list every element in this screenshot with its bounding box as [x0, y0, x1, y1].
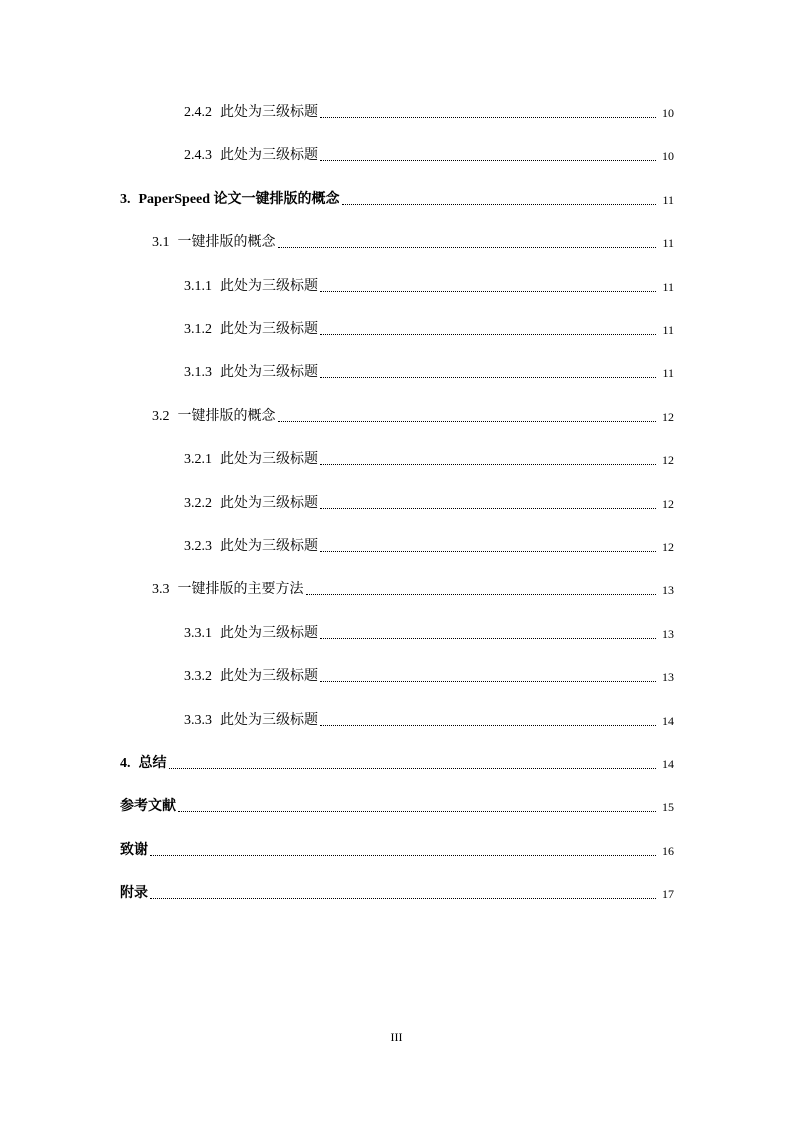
toc-entry[interactable] — [152, 233, 674, 253]
toc-entry-number: 3.3.3 — [184, 713, 212, 728]
toc-dot-leader — [150, 898, 656, 899]
toc-entry-page: 14 — [662, 757, 674, 771]
toc-dot-leader — [278, 421, 657, 422]
toc-dot-leader — [320, 638, 656, 639]
toc-entry[interactable] — [152, 407, 674, 427]
toc-entry-title — [184, 363, 318, 383]
toc-entry-number: 3.1 — [152, 235, 170, 250]
toc-entry-title — [184, 320, 318, 340]
toc-entry[interactable] — [184, 537, 674, 557]
toc-dot-leader — [306, 594, 657, 595]
toc-entry-text: 一键排版的概念 — [177, 235, 276, 250]
toc-entry-title — [120, 841, 148, 861]
toc-entry-text: 此处为三级标题 — [220, 713, 318, 728]
toc-entry-text: 一键排版的概念 — [177, 409, 276, 424]
toc-entry-page: 13 — [662, 627, 674, 641]
toc-entry-page: 11 — [662, 236, 674, 250]
toc-dot-leader — [320, 334, 656, 335]
toc-entry-number: 3. — [120, 192, 131, 207]
toc-entry-text: 此处为三级标题 — [220, 539, 318, 554]
toc-entry-number: 3.2 — [152, 409, 170, 424]
toc-entry-page: 11 — [662, 323, 674, 337]
toc-entry-title — [120, 884, 148, 904]
toc-dot-leader — [320, 464, 656, 465]
toc-entry[interactable] — [184, 667, 674, 687]
toc-entry-title — [152, 580, 304, 600]
toc-dot-leader — [178, 811, 656, 812]
toc-entry-number: 4. — [120, 756, 131, 771]
toc-entry-number: 3.3.1 — [184, 626, 212, 641]
toc-entry-text: 此处为三级标题 — [220, 452, 318, 467]
toc-entry-title — [152, 233, 276, 253]
toc-entry-page: 17 — [662, 887, 674, 901]
toc-entry-text: 总结 — [138, 756, 167, 771]
toc-entry-text: 此处为三级标题 — [220, 626, 318, 641]
toc-entry-page: 11 — [662, 193, 674, 207]
toc-entry-text: 此处为三级标题 — [220, 322, 318, 337]
toc-dot-leader — [320, 117, 656, 118]
toc-entry-page: 13 — [662, 670, 674, 684]
toc-entry-title — [184, 711, 318, 731]
toc-entry[interactable] — [120, 841, 674, 861]
toc-entry-text: 附录 — [120, 886, 148, 901]
toc-entry-number: 2.4.2 — [184, 105, 212, 120]
toc-dot-leader — [278, 247, 657, 248]
toc-entry-page: 10 — [662, 106, 674, 120]
toc-entry-title — [184, 667, 318, 687]
toc-dot-leader — [320, 551, 656, 552]
toc-entry-title — [184, 103, 318, 123]
toc-entry-text: 一键排版的主要方法 — [177, 582, 304, 597]
toc-entry-page: 10 — [662, 149, 674, 163]
toc-entry-page: 12 — [662, 453, 674, 467]
toc-entry[interactable] — [152, 580, 674, 600]
toc-entry-text: 此处为三级标题 — [220, 279, 318, 294]
toc-dot-leader — [150, 855, 656, 856]
toc-entry-page: 12 — [662, 497, 674, 511]
toc-entry[interactable] — [120, 884, 674, 904]
toc-entry-text: 此处为三级标题 — [220, 496, 318, 511]
toc-entry-title — [184, 146, 318, 166]
toc-entry-page: 15 — [662, 800, 674, 814]
toc-entry-page: 14 — [662, 714, 674, 728]
toc-entry-page: 11 — [662, 280, 674, 294]
toc-dot-leader — [320, 160, 656, 161]
toc-entry-page: 12 — [662, 410, 674, 424]
toc-entry-number: 3.1.3 — [184, 365, 212, 380]
toc-entry-title — [184, 450, 318, 470]
toc-entry-title — [120, 754, 167, 774]
toc-entry-number: 3.2.1 — [184, 452, 212, 467]
toc-entry-number: 3.2.3 — [184, 539, 212, 554]
toc-dot-leader — [320, 291, 656, 292]
toc-entry-text: PaperSpeed 论文一键排版的概念 — [138, 192, 340, 207]
toc-entry-text: 此处为三级标题 — [220, 105, 318, 120]
toc-entry-number: 3.2.2 — [184, 496, 212, 511]
toc-entry-title — [184, 537, 318, 557]
toc-entry-number: 3.3.2 — [184, 669, 212, 684]
toc-dot-leader — [320, 377, 656, 378]
toc-entry-page: 11 — [662, 366, 674, 380]
toc-entry-text: 参考文献 — [120, 799, 176, 814]
toc-entry-page: 13 — [662, 583, 674, 597]
toc-entry-text: 此处为三级标题 — [220, 669, 318, 684]
toc-entry[interactable] — [184, 624, 674, 644]
toc-entry-page: 16 — [662, 844, 674, 858]
toc-entry[interactable] — [184, 363, 674, 383]
toc-entry-number: 2.4.3 — [184, 148, 212, 163]
toc-entry-title — [184, 624, 318, 644]
toc-entry-page: 12 — [662, 540, 674, 554]
toc-entry[interactable] — [184, 711, 674, 731]
toc-entry-number: 3.1.1 — [184, 279, 212, 294]
toc-entry-text: 致谢 — [120, 843, 148, 858]
toc-entry-number: 3.3 — [152, 582, 170, 597]
toc-entry[interactable] — [184, 320, 674, 340]
toc-entry-text: 此处为三级标题 — [220, 365, 318, 380]
toc-entry-title — [184, 277, 318, 297]
toc-entry-title — [120, 797, 176, 817]
toc-entry-text: 此处为三级标题 — [220, 148, 318, 163]
page-number: III — [390, 1030, 403, 1044]
toc-entry-title — [120, 190, 340, 210]
toc-dot-leader — [342, 204, 656, 205]
toc-entry-title — [152, 407, 276, 427]
toc-dot-leader — [320, 508, 656, 509]
toc-entry[interactable] — [184, 103, 674, 123]
toc-dot-leader — [169, 768, 657, 769]
toc-dot-leader — [320, 725, 656, 726]
toc-entry[interactable] — [120, 754, 674, 774]
toc-entry[interactable] — [120, 797, 674, 817]
toc-entry[interactable] — [120, 190, 674, 210]
toc-entry-number: 3.1.2 — [184, 322, 212, 337]
toc-entry-title — [184, 494, 318, 514]
toc-entry[interactable] — [184, 450, 674, 470]
toc-dot-leader — [320, 681, 656, 682]
toc-entry[interactable] — [184, 494, 674, 514]
toc-entry[interactable] — [184, 277, 674, 297]
toc-entry[interactable] — [184, 146, 674, 166]
